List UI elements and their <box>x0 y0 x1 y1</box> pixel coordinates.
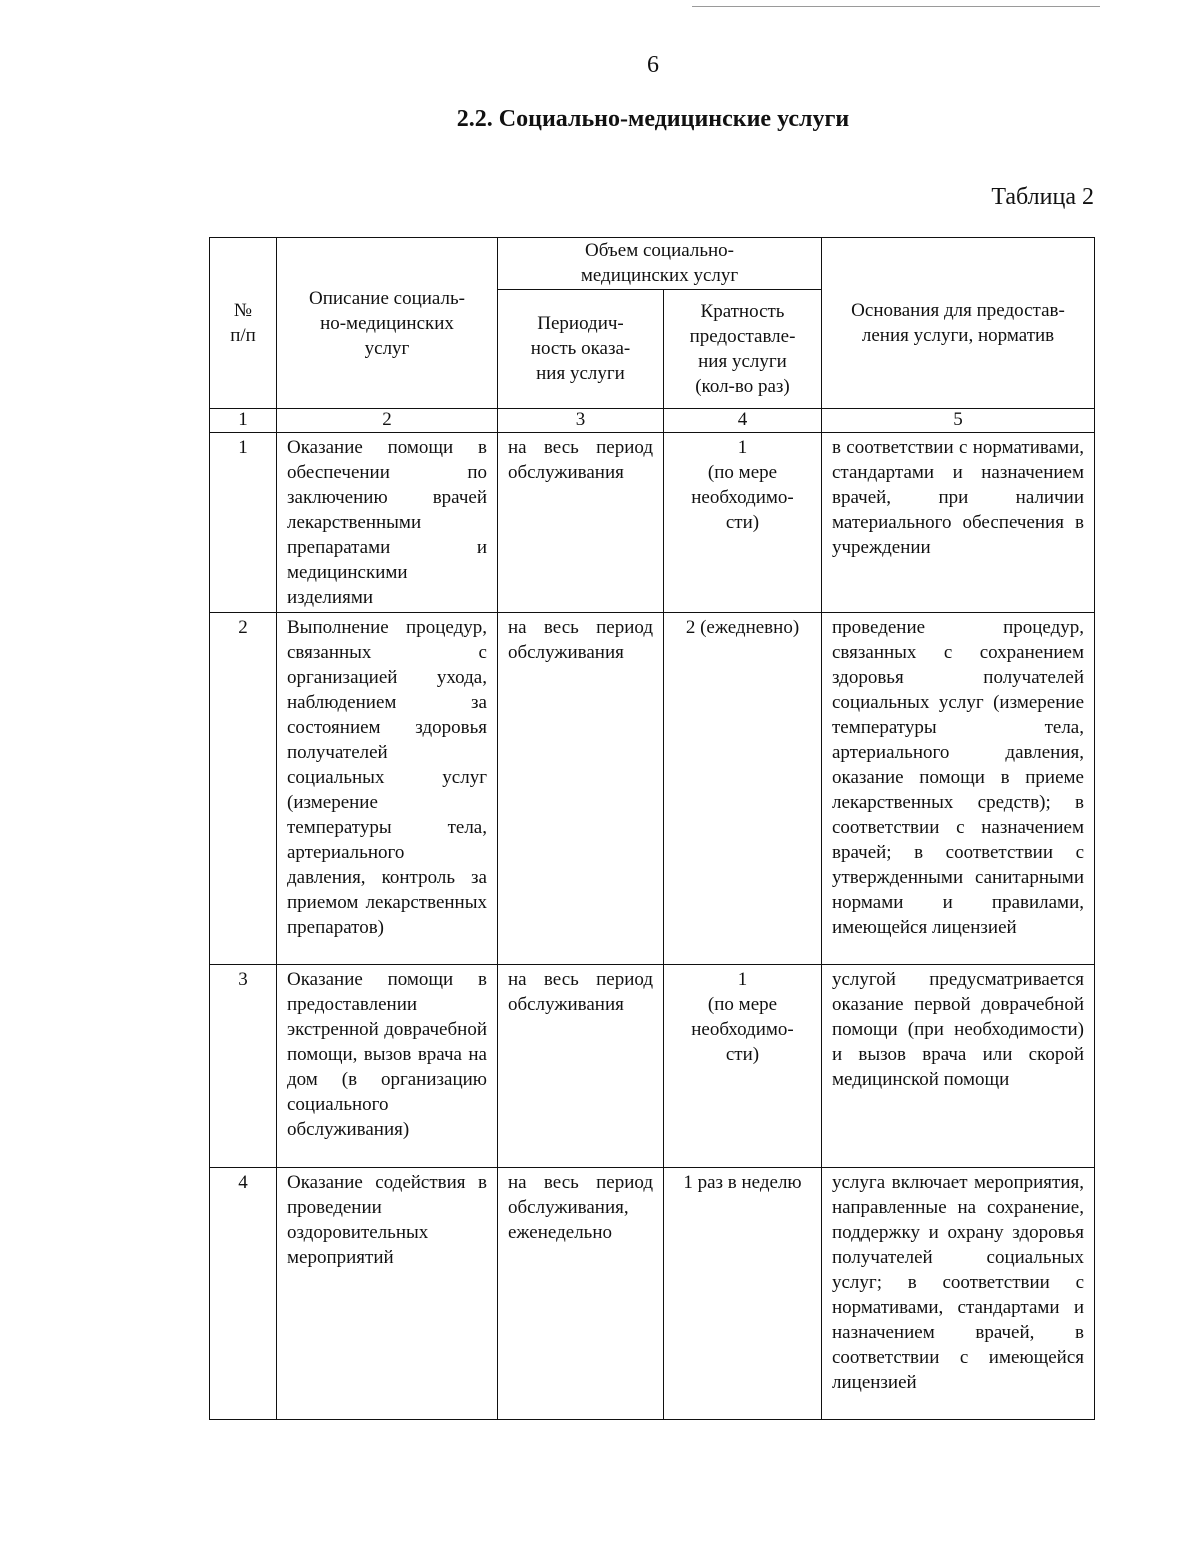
service-description: Выполнение процедур, связанных с организацией ухода, наблюдением за состоянием здоровья получателей социальных услуг (измерение температуры тела, артериального давления, контроль за приемом лекарственных препаратов) <box>277 613 498 965</box>
top-rule <box>692 6 1100 7</box>
service-periodicity: на весь период обслуживания, еженедельно <box>498 1168 664 1420</box>
service-periodicity: на весь период обслуживания <box>498 613 664 965</box>
header-frequency: Кратность предоставле- ния услуги (кол-во раз) <box>664 289 822 408</box>
service-frequency: 1 (по мере необходимо- сти) <box>664 433 822 613</box>
header-basis: Основания для предостав- ления услуги, норматив <box>822 238 1095 409</box>
service-frequency: 1 раз в неделю <box>664 1168 822 1420</box>
service-frequency: 1 (по мере необходимо- сти) <box>664 965 822 1168</box>
service-periodicity: на весь период обслуживания <box>498 433 664 613</box>
table-row <box>210 433 1095 613</box>
service-basis: услугой предусматривается оказание первой доврачебной помощи (при необходимости) и вызов врача или скорой медицинской помощи <box>822 965 1095 1168</box>
table-row <box>210 1168 1095 1420</box>
column-number: 3 <box>498 409 664 433</box>
header-volume: Объем социально- медицинских услуг <box>498 238 822 290</box>
row-number: 1 <box>210 433 277 613</box>
header-description: Описание социаль- но-медицинских услуг <box>277 238 498 409</box>
row-number: 2 <box>210 613 277 965</box>
table-row <box>210 613 1095 965</box>
column-number-row <box>210 409 1095 433</box>
row-number: 3 <box>210 965 277 1168</box>
service-basis: услуга включает мероприятия, направленные на сохранение, поддержку и охрану здоровья получателей социальных услуг; в соответствии с нормативами, стандартами и назначением врачей, в соответствии с имеющейся лицензией <box>822 1168 1095 1420</box>
row-number: 4 <box>210 1168 277 1420</box>
column-number: 1 <box>210 409 277 433</box>
service-periodicity: на весь период обслуживания <box>498 965 664 1168</box>
services-table <box>209 237 1095 1420</box>
service-frequency: 2 (ежедневно) <box>664 613 822 965</box>
service-description: Оказание помощи в обеспечении по заключению врачей лекарственными препаратами и медицинскими изделиями <box>277 433 498 613</box>
table-label: Таблица 2 <box>991 184 1094 210</box>
column-number: 4 <box>664 409 822 433</box>
page-number: 6 <box>647 52 659 78</box>
column-number: 2 <box>277 409 498 433</box>
service-description: Оказание помощи в предоставлении экстренной доврачебной помощи, вызов врача на дом (в организацию социального обслуживания) <box>277 965 498 1168</box>
header-row <box>210 238 1095 290</box>
service-description: Оказание содействия в проведении оздоровительных мероприятий <box>277 1168 498 1420</box>
service-basis: в соответствии с нормативами, стандартами и назначением врачей, при наличии материального обеспечения в учреждении <box>822 433 1095 613</box>
header-num: № п/п <box>210 238 277 409</box>
service-basis: проведение процедур, связанных с сохранением здоровья получателей социальных услуг (измерение температуры тела, артериального давления, оказание помощи в приеме лекарственных средств); в соответствии с назначением врачей; в соответствии с утвержденными санитарными нормами и правилами, имеющейся лицензией <box>822 613 1095 965</box>
table-row <box>210 965 1095 1168</box>
header-periodicity: Периодич- ность оказа- ния услуги <box>498 289 664 408</box>
column-number: 5 <box>822 409 1095 433</box>
section-title: 2.2. Социально-медицинские услуги <box>456 106 850 132</box>
